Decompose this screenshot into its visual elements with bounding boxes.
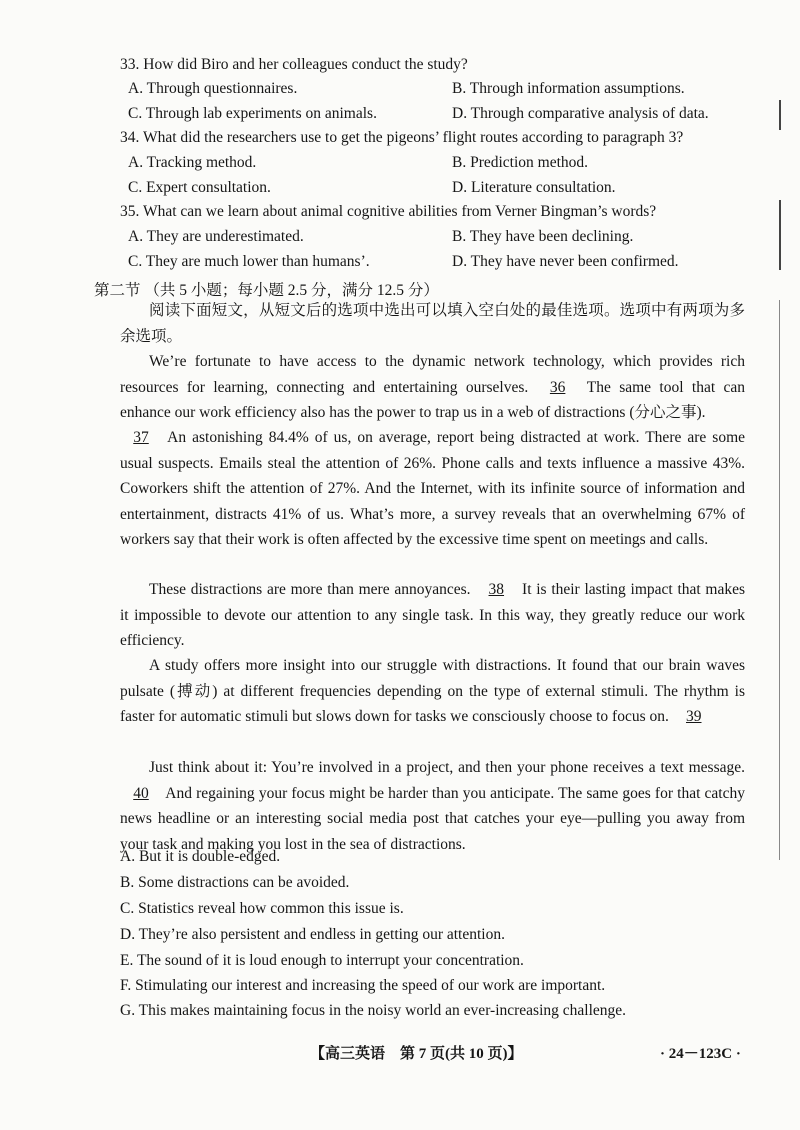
passage-paragraph-4 <box>120 653 745 730</box>
passage-p1-part-b: The same tool that can enhance our work efficiency also has the power to trap us in a web of distractions (分心之事). <box>120 378 745 421</box>
question-34-option-c: C. Expert consultation. <box>128 179 271 196</box>
passage-p1-part-a: We’re fortunate to have access to the dynamic network technology, which provides rich resources for learning, connecting and entertaining ourselves. <box>120 353 745 396</box>
passage-paragraph-5 <box>120 755 745 857</box>
passage-paragraph-3 <box>120 577 745 654</box>
question-33-option-b: B. Through information assumptions. <box>452 80 685 97</box>
blank-40: 40 <box>133 784 149 802</box>
question-33-option-d: D. Through comparative analysis of data. <box>452 105 709 122</box>
question-35-option-d: D. They have never been confirmed. <box>452 253 679 270</box>
choice-b: B. Some distractions can be avoided. <box>120 874 350 891</box>
passage-p5-part-a: Just think about it: You’re involved in a project, and then your phone receives a text message. <box>149 759 745 776</box>
blank-36: 36 <box>549 378 566 396</box>
blank-38: 38 <box>488 581 505 598</box>
blank-39: 39 <box>686 708 702 725</box>
passage-p5-part-b: And regaining your focus might be harder than you anticipate. The same goes for that catchy news headline or an interesting social media post that catches your eye—pulling you away from your task and making you lost in the sea of distractions. <box>120 784 745 853</box>
passage-p3-part-b: It is their lasting impact that makes it impossible to devote our attention to any single task. In this way, they greatly reduce our work efficiency. <box>120 581 746 649</box>
question-34-option-a: A. Tracking method. <box>128 154 257 171</box>
question-34-stem: 34. What did the researchers use to get the pigeons’ flight routes according to paragraph 3? <box>120 129 684 146</box>
question-33-stem: 33. How did Biro and her colleagues conduct the study? <box>120 56 468 73</box>
passage-p3-part-a: These distractions are more than mere annoyances. <box>149 581 471 598</box>
passage-paragraph-1 <box>120 349 745 426</box>
question-35-stem: 35. What can we learn about animal cognitive abilities from Verner Bingman’s words? <box>120 203 657 220</box>
choice-c: C. Statistics reveal how common this issue is. <box>120 900 404 917</box>
paper-code: · 24－123C · <box>660 1046 741 1062</box>
scan-margin-mark <box>779 100 781 130</box>
choice-g: G. This makes maintaining focus in the noisy world an ever-increasing challenge. <box>120 1002 627 1019</box>
question-35-option-c: C. They are much lower than humans’. <box>128 253 370 270</box>
question-34-option-d: D. Literature consultation. <box>452 179 616 196</box>
question-35-option-b: B. They have been declining. <box>452 228 634 245</box>
section-2-instruction: 阅读下面短文，从短文后的选项中选出可以填入空白处的最佳选项。选项中有两项为多余选项。 <box>120 302 745 345</box>
question-34-option-b: B. Prediction method. <box>452 154 589 171</box>
scan-margin-mark <box>779 300 780 860</box>
question-33-option-c: C. Through lab experiments on animals. <box>128 105 377 122</box>
blank-37: 37 <box>133 429 149 446</box>
section-2-title: 第二节 （共 5 小题；每小题 2.5 分，满分 12.5 分） <box>94 282 439 299</box>
page-footer-label: 【高三英语 第 7 页(共 10 页)】 <box>310 1046 523 1062</box>
choice-a: A. But it is double-edged. <box>120 848 281 865</box>
scan-margin-mark <box>779 200 781 270</box>
question-35-option-a: A. They are underestimated. <box>128 228 304 245</box>
passage-p4-text: A study offers more insight into our struggle with distractions. It found that our brain waves pulsate (搏动) at different frequencies depending on the type of external stimuli. The rhythm is faster for automatic stimuli but slows down for tasks we consciously choose to focus on. <box>120 657 745 725</box>
choice-d: D. They’re also persistent and endless in getting our attention. <box>120 926 505 943</box>
question-33-option-a: A. Through questionnaires. <box>128 80 298 97</box>
passage-p2-text: An astonishing 84.4% of us, on average, report being distracted at work. There are some usual suspects. Emails steal the attention of 26%. Phone calls and texts influence a massive 43%. Coworkers shift the attention of 27%. And the Internet, with its infinite source of information and entertainment, distracts 41% of us. What’s more, a survey reveals that an overwhelming 67% of workers say that their work is often affected by the excessive time spent on meetings and calls. <box>120 429 745 548</box>
passage-paragraph-2 <box>120 425 745 553</box>
choice-f: F. Stimulating our interest and increasing the speed of our work are important. <box>120 977 606 994</box>
choice-e: E. The sound of it is loud enough to interrupt your concentration. <box>120 952 524 969</box>
